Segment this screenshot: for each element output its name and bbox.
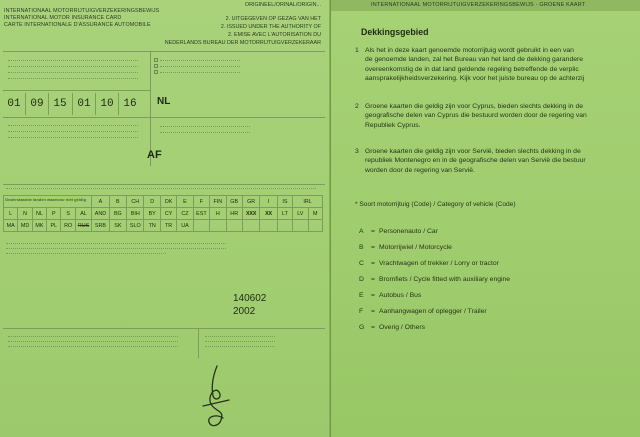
- country-cell: BIH: [127, 208, 144, 220]
- header-left-line-1: INTERNATIONAAL MOTORRIJTUIGVERZEKERINGSBEWIJS: [4, 8, 160, 14]
- category-item: D = Bromfiets / Cycle fitted with auxiliary engine: [359, 276, 511, 283]
- country-cell: RO: [61, 220, 75, 232]
- country-cell: B: [109, 196, 126, 208]
- fine-print: [8, 131, 138, 132]
- country-cell: TR: [160, 220, 176, 232]
- category-text: Overig / Others: [379, 324, 426, 331]
- country-cell: PL: [47, 220, 61, 232]
- paragraph-line: Groene kaarten die geldig zijn voor Cyprus, bieden slechts dekking in de: [365, 103, 584, 110]
- country-row: [4, 196, 323, 208]
- header-right-line-3: 2. ISSUED UNDER THE AUTHORITY OF: [220, 24, 321, 30]
- category-text: Autobus / Bus: [379, 292, 422, 299]
- form-divider: [150, 51, 151, 123]
- fine-print: [160, 60, 240, 61]
- date-from-year: 15: [53, 98, 67, 110]
- fine-print: [8, 341, 178, 342]
- country-cell: [293, 220, 308, 232]
- header-right-line-1: ORIGINEEL/ORINAL/ORIGIN...: [244, 2, 321, 8]
- country-cell: [260, 220, 277, 232]
- category-text: Motorrijwiel / Motorcycle: [379, 244, 452, 251]
- country-cell: L: [4, 208, 18, 220]
- country-cell: [277, 220, 292, 232]
- category-code: G: [359, 324, 365, 331]
- paragraph-line: overeenkomstig de in dat land geldende regeling betreffende de verplic: [365, 65, 579, 73]
- paragraph-number: 3: [355, 148, 359, 155]
- form-rule: [3, 117, 325, 118]
- fine-print: [6, 253, 166, 254]
- country-cell: BY: [144, 208, 160, 220]
- fine-print: [8, 66, 138, 67]
- country-code: NL: [157, 96, 171, 107]
- fine-print: [8, 60, 138, 61]
- fine-print: [205, 336, 275, 337]
- country-cell: NL: [32, 208, 46, 220]
- country-cell: A: [92, 196, 109, 208]
- country-cell: TN: [144, 220, 160, 232]
- country-cell: SRB: [92, 220, 109, 232]
- country-cell: CH: [127, 196, 144, 208]
- country-cell: D: [144, 196, 160, 208]
- category-item: E = Autobus / Bus: [359, 292, 422, 299]
- fine-print: [8, 346, 178, 347]
- category-text: Aanhangwagen of oplegger / Trailer: [379, 308, 487, 315]
- date-from-day: 01: [7, 98, 21, 110]
- date-to-year: 16: [123, 98, 137, 110]
- header-left-line-3: CARTE INTERNATIONALE D'ASSURANCE AUTOMOBILE: [4, 22, 151, 28]
- country-cell: UA: [177, 220, 193, 232]
- country-cell: M: [308, 208, 323, 220]
- fine-print: [160, 126, 250, 127]
- country-cell: MK: [32, 220, 46, 232]
- paragraph-line: Republiek Cyprus.: [365, 121, 421, 129]
- country-cell: H: [210, 208, 226, 220]
- country-cell: [210, 220, 226, 232]
- signature: [195, 362, 235, 434]
- country-cell: SLO: [127, 220, 144, 232]
- country-cell-crossed: XXX: [242, 208, 259, 220]
- header-left-line-2: INTERNATIONAL MOTOR INSURANCE CARD: [4, 15, 122, 21]
- country-cell: [242, 220, 259, 232]
- coverage-paragraph-1: [355, 46, 637, 84]
- country-cell: I: [260, 196, 277, 208]
- country-cell-crossed: RUS: [75, 220, 91, 232]
- header-right-line-4: 2. EMISE AVEC L'AUTORISATION DU: [228, 32, 321, 38]
- country-cell: P: [47, 208, 61, 220]
- fine-print: [6, 248, 226, 249]
- coverage-paragraph-3: [355, 147, 637, 175]
- paragraph-line: aansprakelijkheidsverzekering. Kijk voor het juiste bureau op de achterzij: [365, 75, 585, 83]
- country-cell: LV: [293, 208, 308, 220]
- country-cell: [308, 220, 323, 232]
- fine-print: [160, 66, 240, 67]
- paragraph-line: republiek Montenegro en in de geografische delen van Servië die bestuur: [365, 157, 586, 165]
- checkbox: [154, 64, 158, 68]
- country-cell: EST: [193, 208, 209, 220]
- category-text: Personenauto / Car: [379, 228, 438, 235]
- category-heading: * Soort motorrijtuig (Code) / Category of vehicle (Code): [355, 201, 516, 208]
- fine-print: [8, 137, 138, 138]
- country-cell: MA: [4, 220, 18, 232]
- country-cell: S: [61, 208, 75, 220]
- form-rule: [3, 184, 325, 185]
- country-cell: DK: [160, 196, 176, 208]
- country-cell: [193, 220, 209, 232]
- country-cell: E: [177, 196, 193, 208]
- form-rule: [3, 90, 150, 91]
- country-cell: AL: [75, 208, 91, 220]
- country-cell: GB: [226, 196, 242, 208]
- category-item: C = Vrachtwagen of trekker / Lorry or tractor: [359, 260, 499, 267]
- form-divider: [198, 328, 199, 358]
- fine-print: [205, 341, 275, 342]
- category-item: F = Aanhangwagen of oplegger / Trailer: [359, 308, 487, 315]
- country-grid: [3, 195, 323, 232]
- country-cell: CY: [160, 208, 176, 220]
- category-text: Bromfiets / Cycle fitted with auxiliary engine: [379, 276, 511, 283]
- checkbox: [154, 58, 158, 62]
- form-rule: [3, 328, 325, 329]
- country-cell: [4, 196, 92, 208]
- header-right-line-5: NEDERLANDS BUREAU DER MOTORRIJTUIGVERZEKERAAR: [164, 40, 321, 46]
- country-row: [4, 220, 323, 232]
- country-cell: IS: [277, 196, 292, 208]
- fine-print: [205, 346, 275, 347]
- country-cell: FIN: [210, 196, 226, 208]
- date-to-month: 10: [100, 98, 114, 110]
- category-item: B = Motorrijwiel / Motorcycle: [359, 244, 452, 251]
- country-cell: IRL: [293, 196, 323, 208]
- category-text: Vrachtwagen of trekker / Lorry or tractor: [379, 260, 499, 267]
- category-item: G = Overig / Others: [359, 324, 426, 331]
- country-cell: BG: [109, 208, 126, 220]
- paragraph-line: de genoemde landen, zal het Bureau van het land de dekking garandere: [365, 56, 584, 64]
- category-code: A: [359, 228, 364, 235]
- fine-print: [6, 188, 316, 189]
- country-cell: GR: [242, 196, 259, 208]
- date-from-month: 09: [30, 98, 44, 110]
- country-cell: HR: [226, 208, 242, 220]
- fine-print: [8, 336, 178, 337]
- policy-year: 2002: [233, 306, 256, 317]
- fine-print: [160, 132, 250, 133]
- category-code: B: [359, 244, 364, 251]
- country-cell: [226, 220, 242, 232]
- fine-print: [6, 243, 226, 244]
- date-to-day: 01: [77, 98, 91, 110]
- form-rule: [3, 51, 325, 52]
- coverage-paragraph-2: [355, 102, 637, 130]
- category-item: A = Personenauto / Car: [359, 228, 438, 235]
- category-code: F: [359, 308, 364, 315]
- paragraph-number: 1: [355, 47, 359, 54]
- green-card-back: [331, 0, 640, 437]
- category-code: E: [359, 292, 364, 299]
- fine-print: [160, 72, 240, 73]
- top-strip: [331, 0, 640, 11]
- category-code: C: [359, 260, 364, 267]
- header-right-line-2: 2. UITGEGEVEN OP GEZAG VAN HET: [225, 16, 321, 22]
- checkbox: [154, 70, 158, 74]
- country-cell: F: [193, 196, 209, 208]
- country-cell: CZ: [177, 208, 193, 220]
- country-cell: MD: [18, 220, 32, 232]
- policy-number: 140602: [233, 293, 267, 304]
- fine-print: [8, 72, 138, 73]
- fine-print: [8, 78, 138, 79]
- paragraph-line: Als het in deze kaart genoemde motorrijtuig wordt gebruikt in een van: [365, 47, 574, 54]
- paragraph-line: geografische delen van Cyprus die bestuurd worden door de regering van: [365, 112, 587, 120]
- category-code: D: [359, 276, 364, 283]
- country-cell: SK: [109, 220, 126, 232]
- country-row: [4, 208, 323, 220]
- paragraph-number: 2: [355, 103, 359, 110]
- paragraph-line: worden door de regering van Servië.: [365, 166, 475, 174]
- country-cell: N: [18, 208, 32, 220]
- vehicle-category-code: AF: [147, 149, 162, 161]
- paragraph-line: Groene kaarten die geldig zijn voor Servië, bieden slechts dekking in de: [365, 148, 581, 155]
- fine-print: [8, 125, 138, 126]
- country-cell: AND: [92, 208, 109, 220]
- country-grid-heading: Onderstaande landen waarvoor niet geldig: [5, 197, 86, 202]
- section-title: Dekkingsgebied: [361, 27, 429, 37]
- country-cell-crossed: XX: [260, 208, 277, 220]
- top-strip-text: INTERNATIONAAL MOTORRIJTUIGVERZEKERINGSBEWIJS - GROENE KAART: [371, 2, 586, 8]
- country-cell: LT: [277, 208, 292, 220]
